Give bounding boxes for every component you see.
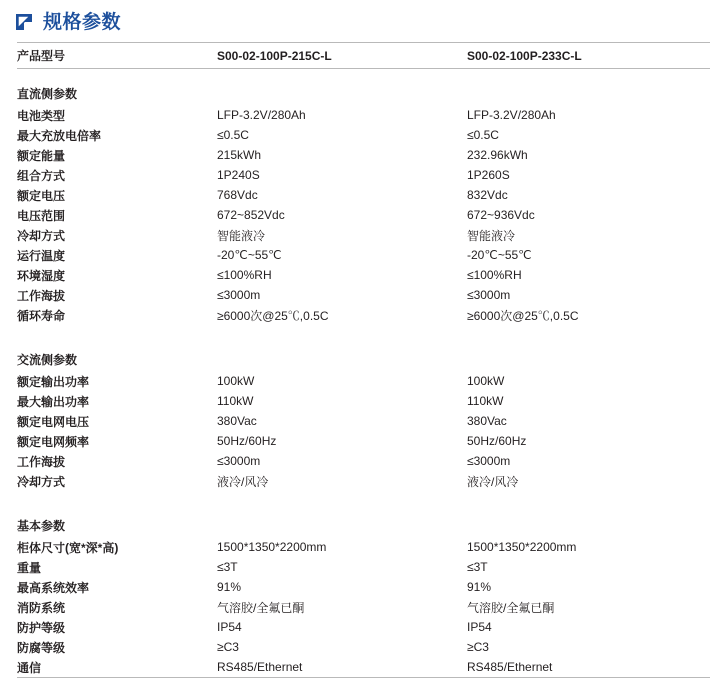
row-label: 工作海拔 [17, 288, 66, 303]
row-label: 运行温度 [17, 248, 66, 263]
row-value-2: ≤0.5C [467, 128, 499, 142]
row-value-1: ≤3000m [217, 288, 261, 302]
row-value-1: IP54 [217, 620, 242, 634]
table-row [17, 451, 710, 471]
table-row [17, 185, 710, 205]
row-label: 额定电网频率 [17, 434, 90, 449]
row-value-2: IP54 [467, 620, 492, 634]
table-row [17, 471, 710, 491]
row-value-1: -20℃~55℃ [217, 248, 282, 262]
section-header-row [17, 335, 710, 371]
table-row [17, 597, 710, 617]
row-value-2: 液冷/风冷 [467, 474, 519, 489]
row-value-1: ≤100%RH [217, 268, 272, 282]
row-label: 环境湿度 [17, 268, 66, 283]
table-row [17, 391, 710, 411]
table-row [17, 657, 710, 678]
row-value-2: 832Vdc [467, 188, 508, 202]
page-title-bar [0, 0, 727, 42]
row-value-1: ≥C3 [217, 640, 239, 654]
row-label: 循环寿命 [17, 308, 66, 323]
row-value-2: ≤3000m [467, 288, 511, 302]
table-row [17, 165, 710, 185]
row-value-2: 50Hz/60Hz [467, 434, 527, 448]
table-row [17, 105, 710, 125]
table-row [17, 265, 710, 285]
section-header-row [17, 501, 710, 537]
row-label: 通信 [17, 657, 217, 678]
row-value-1: 智能液冷 [217, 228, 266, 243]
table-row [17, 305, 710, 325]
row-value-1: ≥6000次@25℃,0.5C [217, 308, 329, 323]
row-value-1: 1P240S [217, 168, 260, 182]
row-label: 额定能量 [17, 148, 66, 163]
row-value-2: ≤3T [467, 560, 488, 574]
row-label: 最大输出功率 [17, 394, 90, 409]
row-label: 额定电网电压 [17, 414, 90, 429]
row-label: 最高系统效率 [17, 580, 90, 595]
row-value-2: 1P260S [467, 168, 510, 182]
row-value-1: 768Vdc [217, 188, 258, 202]
row-value-1: 气溶胶/全氟已酮 [217, 600, 305, 615]
row-value-2: 110kW [467, 394, 504, 408]
table-row [17, 411, 710, 431]
section-spacer [17, 325, 710, 335]
row-value-2: 232.96kWh [467, 148, 528, 162]
row-label: 柜体尺寸(宽*深*高) [17, 540, 119, 555]
row-value-1: 50Hz/60Hz [217, 434, 277, 448]
row-value-1: 215kWh [217, 148, 262, 162]
section-title-dc: 直流侧参数 [17, 87, 78, 101]
page-title: 规格参数 [43, 11, 122, 33]
row-value-2: RS485/Ethernet [467, 657, 710, 678]
row-value-2: ≥6000次@25℃,0.5C [467, 308, 579, 323]
table-body [17, 43, 710, 678]
row-label: 防护等级 [17, 620, 66, 635]
row-label: 重量 [17, 560, 42, 575]
row-value-1: ≤3000m [217, 454, 261, 468]
table-row [17, 225, 710, 245]
row-value-1: RS485/Ethernet [217, 657, 467, 678]
row-value-2: 气溶胶/全氟已酮 [467, 600, 555, 615]
row-value-1: 110kW [217, 394, 254, 408]
table-row [17, 577, 710, 597]
table-row [17, 431, 710, 451]
section-title-basic: 基本参数 [17, 519, 66, 533]
row-label: 组合方式 [17, 168, 66, 183]
table-row [17, 285, 710, 305]
table-row [17, 145, 710, 165]
row-value-2: -20℃~55℃ [467, 248, 532, 262]
row-value-1: 91% [217, 580, 242, 594]
table-row [17, 125, 710, 145]
row-value-2: 380Vac [467, 414, 507, 428]
row-label: 额定输出功率 [17, 374, 90, 389]
row-value-2: 91% [467, 580, 492, 594]
row-value-1: 100kW [217, 374, 255, 388]
row-value-1: 1500*1350*2200mm [217, 540, 327, 554]
row-label: 额定电压 [17, 188, 66, 203]
row-label: 冷却方式 [17, 474, 66, 489]
row-value-1: 液冷/风冷 [217, 474, 269, 489]
row-label: 电池类型 [17, 108, 66, 123]
row-value-1: ≤0.5C [217, 128, 249, 142]
row-value-2: ≤100%RH [467, 268, 522, 282]
row-value-2: 100kW [467, 374, 505, 388]
row-value-1: 672~852Vdc [217, 208, 285, 222]
table-row [17, 637, 710, 657]
table-row [17, 557, 710, 577]
section-spacer [17, 491, 710, 501]
flag-icon [14, 12, 34, 32]
table-row [17, 245, 710, 265]
specification-table [17, 42, 710, 678]
row-label: 最大充放电倍率 [17, 128, 102, 143]
row-value-1: LFP-3.2V/280Ah [217, 108, 306, 122]
row-value-2: LFP-3.2V/280Ah [467, 108, 556, 122]
row-value-2: ≤3000m [467, 454, 511, 468]
row-label: 电压范围 [17, 208, 66, 223]
row-value-2: 1500*1350*2200mm [467, 540, 577, 554]
row-label: 工作海拔 [17, 454, 66, 469]
column-header-model: 产品型号 [17, 43, 217, 69]
column-header-variant-2: S00-02-100P-233C-L [467, 43, 710, 69]
row-label: 防腐等级 [17, 640, 66, 655]
row-label: 消防系统 [17, 600, 66, 615]
row-value-2: ≥C3 [467, 640, 489, 654]
table-row [17, 537, 710, 557]
table-row [17, 371, 710, 391]
table-row [17, 205, 710, 225]
table-header-row [17, 43, 710, 69]
section-title-ac: 交流侧参数 [17, 353, 78, 367]
row-value-1: ≤3T [217, 560, 238, 574]
section-header-row [17, 69, 710, 106]
row-value-1: 380Vac [217, 414, 257, 428]
row-value-2: 智能液冷 [467, 228, 516, 243]
column-header-variant-1: S00-02-100P-215C-L [217, 43, 467, 69]
row-label: 冷却方式 [17, 228, 66, 243]
table-row [17, 617, 710, 637]
row-value-2: 672~936Vdc [467, 208, 535, 222]
